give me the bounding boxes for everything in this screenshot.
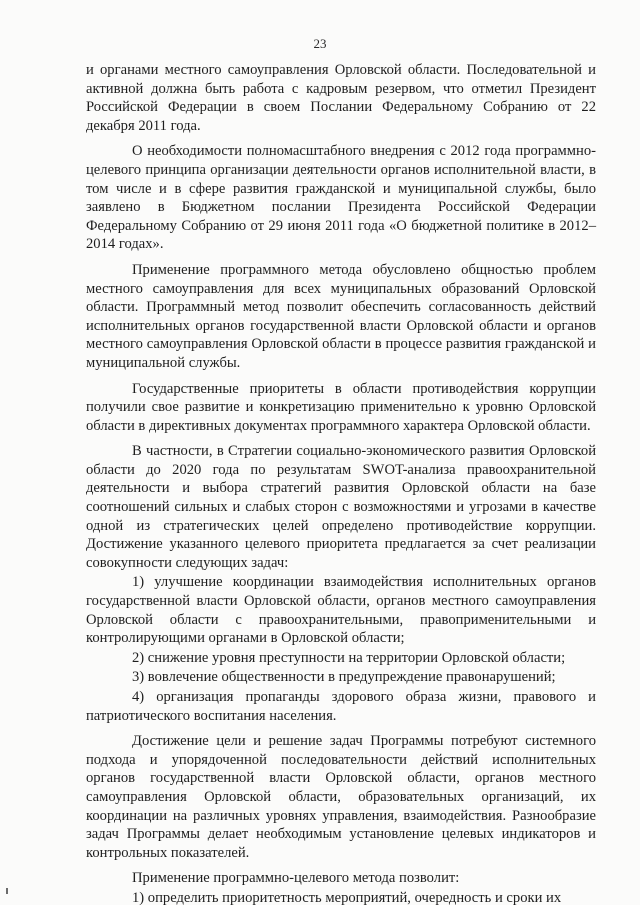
list-item-task-4: 4) организация пропаганды здорового образа жизни, правового и патриотического воспитания населения.	[86, 689, 596, 724]
paragraph-program-target-principle: О необходимости полномасштабного внедрения с 2012 года программно-целевого принципа организации деятельности органов исполнительной власти, в том числе и в сфере развития гражданской и муниципальной службы, было заявлено в Бюджетном послании Президента Российской Федерации Федеральному Собранию от 29 июня 2011 года «О бюджетной политике в 2012–2014 годах».	[86, 143, 596, 253]
paragraph-method-will-allow: Применение программно-целевого метода позволит:	[132, 870, 460, 887]
document-body	[86, 61, 596, 908]
paragraph-continuation: и органами местного самоуправления Орловской области. Последовательной и активной должна быть работа с кадровым резервом, что отметил Президент Российской Федерации в своем Послании Федеральному Собранию от 22 декабря 2011 года.	[86, 62, 596, 134]
list-item-task-2: 2) снижение уровня преступности на территории Орловской области;	[132, 649, 566, 666]
list-item-task-1: 1) улучшение координации взаимодействия исполнительных органов государственной власти Орловской области, органов местного самоуправления Орловской области с правоохранительными, правоприменительными и контролирующими органами в Орловской области;	[86, 574, 596, 647]
paragraph-anticorruption-priorities: Государственные приоритеты в области противодействия коррупции получили свое развитие и конкретизацию применительно к уровню Орловской области в директивных документах программного характера Орловской области.	[86, 380, 596, 434]
scan-edge-mark	[6, 888, 8, 894]
page-number: 23	[313, 36, 327, 51]
list-item-task-3: 3) вовлечение общественности в предупреждение правонарушений;	[132, 669, 556, 686]
paragraph-program-method: Применение программного метода обусловлено общностью проблем местного самоуправления для всех муниципальных образований Орловской области. Программный метод позволит обеспечить согласованность действий исполнительных органов государственной власти Орловской области и органов местного самоуправления Орловской области в процессе развития гражданской и муниципальной службы.	[86, 261, 596, 371]
paragraph-strategy: В частности, в Стратегии социально-экономического развития Орловской области до 2020 года по результатам SWOT-анализа правоохранительной деятельности и выбора стратегий развития Орловской области на базе соотношений сильных и слабых сторон с возможностями и угрозами в качестве одной из стратегических целей определено противодействие коррупции. Достижение указанного целевого приоритета предлагается за счет реализации совокупности следующих задач:	[86, 443, 596, 571]
list-item-result-1: 1) определить приоритетность мероприятий, очередность и сроки их	[132, 889, 562, 906]
paragraph-systemic-approach: Достижение цели и решение задач Программы потребуют системного подхода и упорядоченной последовательности действий исполнительных органов государственной власти Орловской области, органов местного самоуправления Орловской области, образовательных организаций, их координации на различных уровнях управления, взаимодействия. Разнообразие задач Программы делает необходимым установление целевых индикаторов и контрольных показателей.	[86, 733, 596, 861]
